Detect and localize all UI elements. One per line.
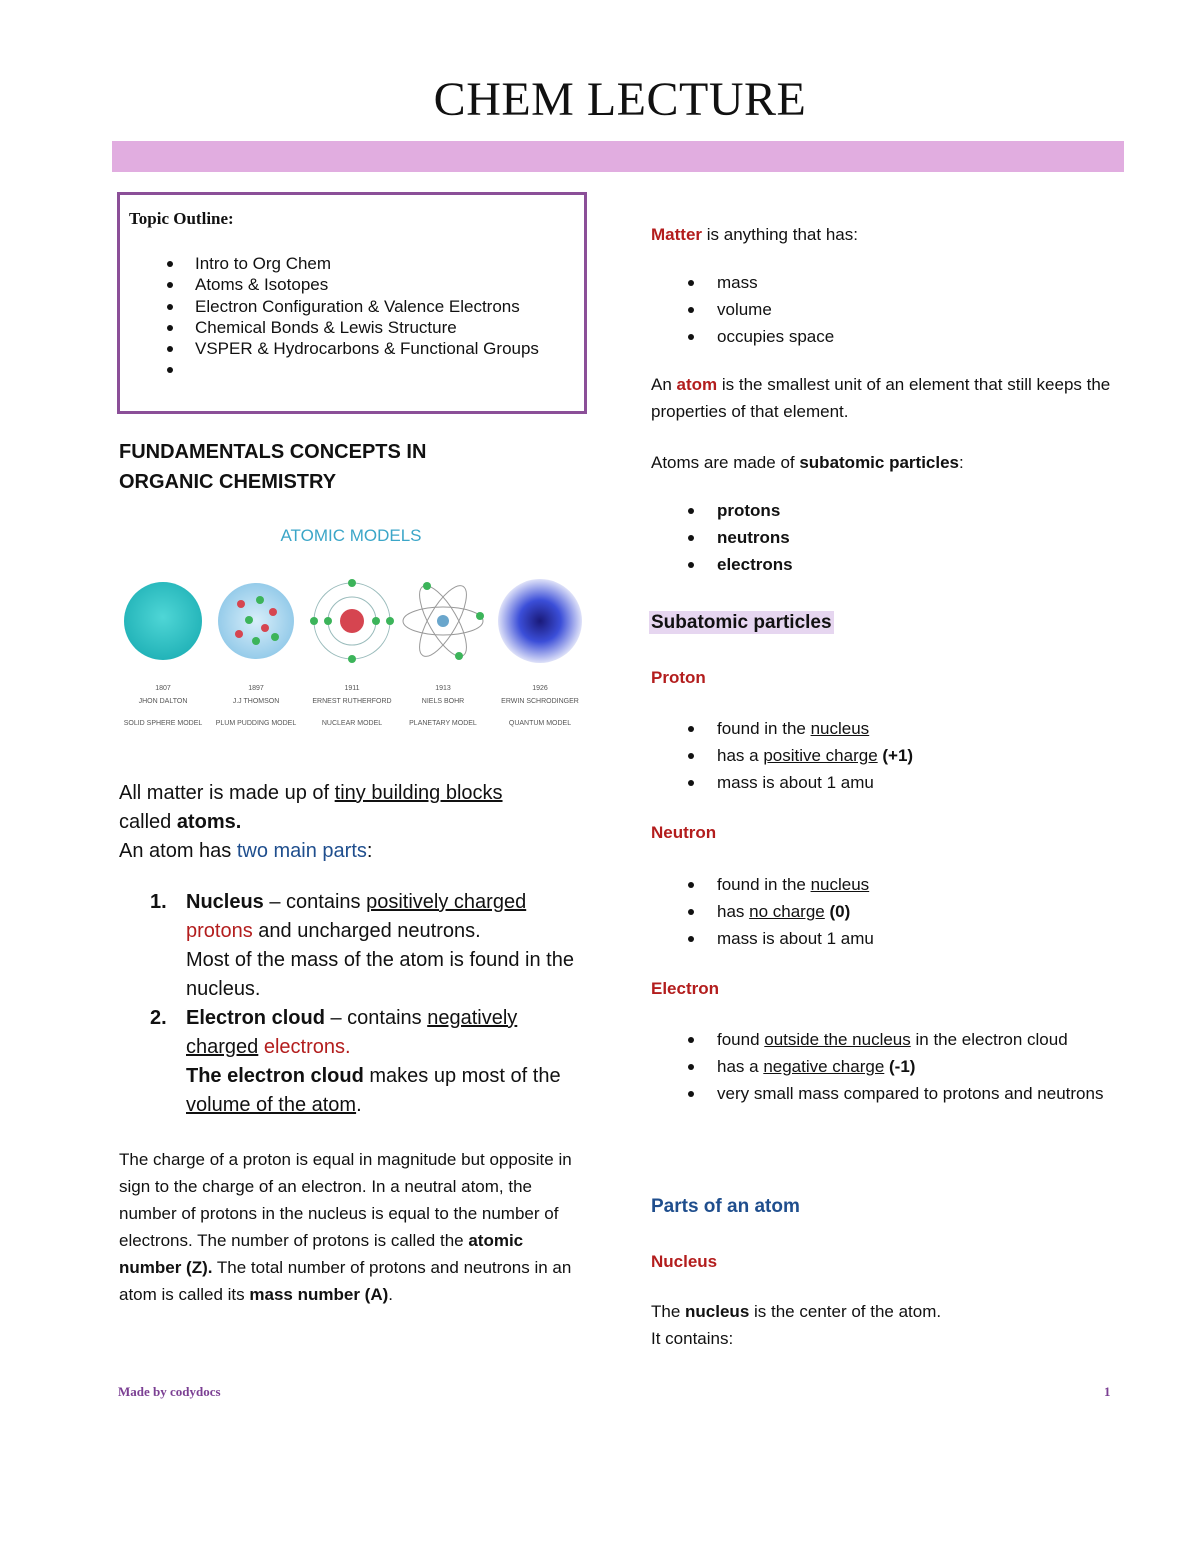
proton-list <box>651 715 1121 796</box>
list-number: 2. <box>150 1007 167 1029</box>
text: It contains: <box>651 1329 734 1348</box>
text: has a <box>717 1057 764 1076</box>
rutherford-atom <box>310 579 394 663</box>
text: The electron cloud <box>186 1065 364 1087</box>
list-item: occupies space <box>651 323 1121 350</box>
outline-item: Chemical Bonds & Lewis Structure <box>120 317 539 338</box>
text: nucleus <box>810 875 870 894</box>
list-item: neutrons <box>651 524 1121 551</box>
text: . <box>356 1094 362 1116</box>
quantum-cloud <box>498 579 582 663</box>
page-number: 1 <box>1104 1384 1111 1399</box>
text: The <box>651 1302 686 1321</box>
parts-list <box>150 888 590 1120</box>
list-item <box>651 925 1121 952</box>
text: The total number of protons and neutrons in an atom is called its <box>119 1258 572 1304</box>
model-year: 1913 <box>435 685 451 692</box>
dalton-sphere <box>124 582 202 660</box>
atom-definition <box>651 371 1121 425</box>
bohr-atom <box>403 579 484 662</box>
parts-heading: Parts of an atom <box>651 1196 800 1217</box>
list-item <box>651 871 1121 898</box>
model-year: 1897 <box>248 685 264 692</box>
text: Most of the mass of the atom is found in the nucleus. <box>186 949 574 1000</box>
text: negatively charged <box>186 1007 518 1058</box>
text: atoms. <box>176 811 242 833</box>
text: no charge <box>749 902 825 921</box>
text: (-1) <box>884 1057 916 1076</box>
matter-list <box>651 269 1121 350</box>
model-name: PLANETARY MODEL <box>409 720 477 727</box>
section-heading <box>119 437 426 497</box>
electron-heading: Electron <box>651 979 720 998</box>
text: All matter is made up of <box>119 782 335 804</box>
text: Nucleus <box>186 891 264 913</box>
model-scientist: J.J THOMSON <box>232 698 280 705</box>
nucleus-paragraph <box>651 1298 1121 1352</box>
model-scientist: NIELS BOHR <box>421 698 465 705</box>
title-band <box>112 141 1124 172</box>
outline-item: Intro to Org Chem <box>120 253 539 274</box>
matter-definition <box>651 221 1121 248</box>
text: Subatomic particles <box>651 612 832 633</box>
list-item <box>651 898 1121 925</box>
text: found in the <box>717 719 811 738</box>
text: positively charged <box>366 891 527 913</box>
text: is the center of the atom. <box>749 1302 942 1321</box>
model-name: PLUM PUDDING MODEL <box>215 720 297 727</box>
thomson-sphere <box>218 583 294 659</box>
list-item <box>651 715 1121 742</box>
model-name: SOLID SPHERE MODEL <box>123 720 203 727</box>
text: negative charge <box>763 1057 885 1076</box>
text: : <box>959 453 964 472</box>
text: and uncharged neutrons. <box>252 920 481 942</box>
text: called <box>119 811 177 833</box>
figure-title: ATOMIC MODELS <box>280 526 422 545</box>
neutron-heading: Neutron <box>651 823 717 842</box>
model-scientist: ERWIN SCHRODINGER <box>501 698 579 705</box>
list-item: protons <box>651 497 1121 524</box>
text: An atom has <box>119 840 237 862</box>
outline-item <box>120 359 539 380</box>
nucleus-heading: Nucleus <box>651 1252 718 1271</box>
atoms-made-of <box>651 449 1121 476</box>
model-name: NUCLEAR MODEL <box>321 720 383 727</box>
text: (+1) <box>877 746 914 765</box>
text: An <box>651 375 677 394</box>
text: subatomic particles <box>799 453 960 472</box>
subatomic-list <box>651 497 1121 578</box>
outline-heading: Topic Outline: <box>129 209 234 228</box>
model-name: QUANTUM MODEL <box>508 720 572 727</box>
text: protons <box>186 920 253 942</box>
outline-list <box>120 253 539 381</box>
list-item: mass <box>651 269 1121 296</box>
list-item <box>651 1026 1111 1053</box>
model-year: 1911 <box>344 685 360 692</box>
text: outside the nucleus <box>764 1030 911 1049</box>
text: nucleus <box>685 1302 750 1321</box>
list-item: electrons <box>651 551 1121 578</box>
page-title: CHEM LECTURE <box>433 73 807 126</box>
text: Matter <box>651 225 703 244</box>
text: : <box>366 840 373 862</box>
text: found <box>717 1030 765 1049</box>
list-item <box>651 1053 1111 1080</box>
topic-outline-box <box>117 192 587 414</box>
model-year: 1926 <box>532 685 548 692</box>
text: electrons. <box>258 1036 351 1058</box>
proton-heading: Proton <box>651 668 706 687</box>
electron-list <box>651 1026 1111 1107</box>
atomic-models-figure <box>115 520 585 735</box>
list-item <box>651 742 1121 769</box>
text: The charge of a proton is equal in magnitude but opposite in sign to the charge of an electron. In a neutral atom, the number of protons in the nucleus is equal to the number of electrons. The number of protons is called the <box>119 1150 572 1250</box>
text: atom <box>676 375 718 394</box>
heading-line: ORGANIC CHEMISTRY <box>119 471 337 493</box>
charge-paragraph <box>119 1146 584 1308</box>
model-year: 1807 <box>155 685 171 692</box>
intro-paragraph <box>119 779 589 866</box>
text: mass is about 1 amu <box>717 929 874 948</box>
outline-item: Electron Configuration & Valence Electrons <box>120 296 539 317</box>
text: tiny building blocks <box>334 782 503 804</box>
text: is the smallest unit of an element that still keeps the properties of that element. <box>651 375 1111 421</box>
model-scientist: JHON DALTON <box>138 698 188 705</box>
text: atomic number (Z). <box>119 1231 524 1277</box>
text: mass is about 1 amu <box>717 773 874 792</box>
text: has a <box>717 746 764 765</box>
text: positive charge <box>763 746 878 765</box>
text: found in the <box>717 875 811 894</box>
outline-item: VSPER & Hydrocarbons & Functional Groups <box>120 338 539 359</box>
neutron-list <box>651 871 1121 952</box>
text: – contains <box>324 1007 428 1029</box>
model-scientist: ERNEST RUTHERFORD <box>312 698 392 705</box>
text: volume of the atom <box>186 1094 357 1116</box>
model-labels <box>124 685 579 727</box>
text: in the electron cloud <box>910 1030 1068 1049</box>
outline-item: Atoms & Isotopes <box>120 274 539 295</box>
text: makes up most of the <box>363 1065 561 1087</box>
text: two main parts <box>236 840 367 862</box>
subatomic-heading <box>649 612 834 634</box>
text: is anything that has: <box>702 225 858 244</box>
list-item <box>651 769 1121 796</box>
text: Atoms are made of <box>651 453 800 472</box>
text: has <box>717 902 750 921</box>
text: very small mass compared to protons and neutrons <box>717 1084 1104 1103</box>
text: Electron cloud <box>186 1007 325 1029</box>
text: . <box>388 1285 393 1304</box>
part-nucleus <box>150 888 590 1004</box>
text: – contains <box>263 891 367 913</box>
list-item: volume <box>651 296 1121 323</box>
heading-line: FUNDAMENTALS CONCEPTS IN <box>119 441 427 463</box>
footer-credit: Made by codydocs <box>118 1384 221 1399</box>
list-number: 1. <box>150 891 167 913</box>
text: nucleus <box>810 719 870 738</box>
text: mass number (A) <box>249 1285 389 1304</box>
part-electron-cloud <box>150 1004 590 1120</box>
text: (0) <box>824 902 851 921</box>
list-item <box>651 1080 1111 1107</box>
